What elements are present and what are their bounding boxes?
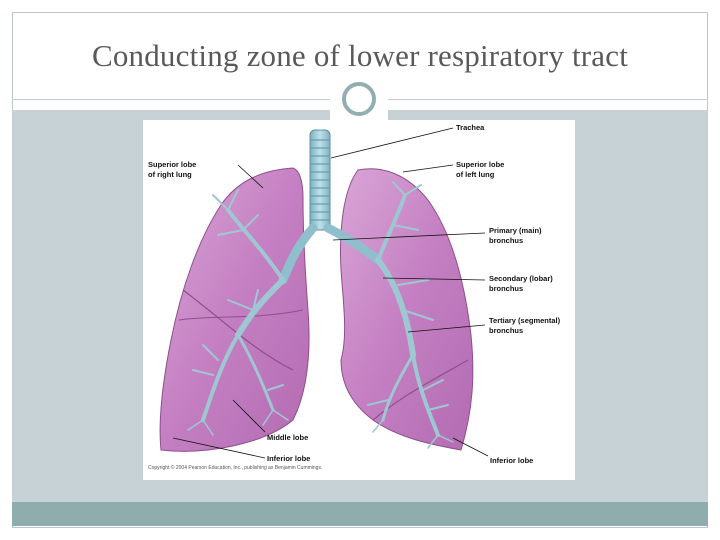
label-primary-2: bronchus [489, 236, 524, 245]
label-secondary-2: bronchus [489, 284, 524, 293]
label-primary-1: Primary (main) [489, 226, 542, 235]
label-inferior-right: Inferior lobe [267, 454, 311, 463]
copyright-text: Copyright © 2004 Pearson Education, Inc., publishing as Benjamin Cummings. [148, 465, 323, 471]
bottom-bar [12, 502, 708, 526]
slide-title: Conducting zone of lower respiratory tract [91, 38, 629, 73]
lung-illustration [143, 120, 575, 480]
label-trachea: Trachea [456, 123, 485, 132]
right-lung [160, 168, 309, 451]
label-superior-left-2: of left lung [456, 170, 495, 179]
label-inferior-left: Inferior lobe [490, 456, 534, 465]
label-tertiary-1: Tertiary (segmental) [489, 316, 561, 325]
left-lung [341, 169, 473, 450]
label-superior-right-1: Superior lobe [148, 160, 197, 169]
label-superior-right-2: of right lung [148, 170, 192, 179]
lung-diagram [143, 120, 575, 480]
label-middle-lobe: Middle lobe [267, 433, 309, 442]
label-tertiary-2: bronchus [489, 326, 524, 335]
circle-ornament-icon [342, 82, 376, 116]
label-secondary-1: Secondary (lobar) [489, 274, 553, 283]
label-superior-left-1: Superior lobe [456, 160, 505, 169]
